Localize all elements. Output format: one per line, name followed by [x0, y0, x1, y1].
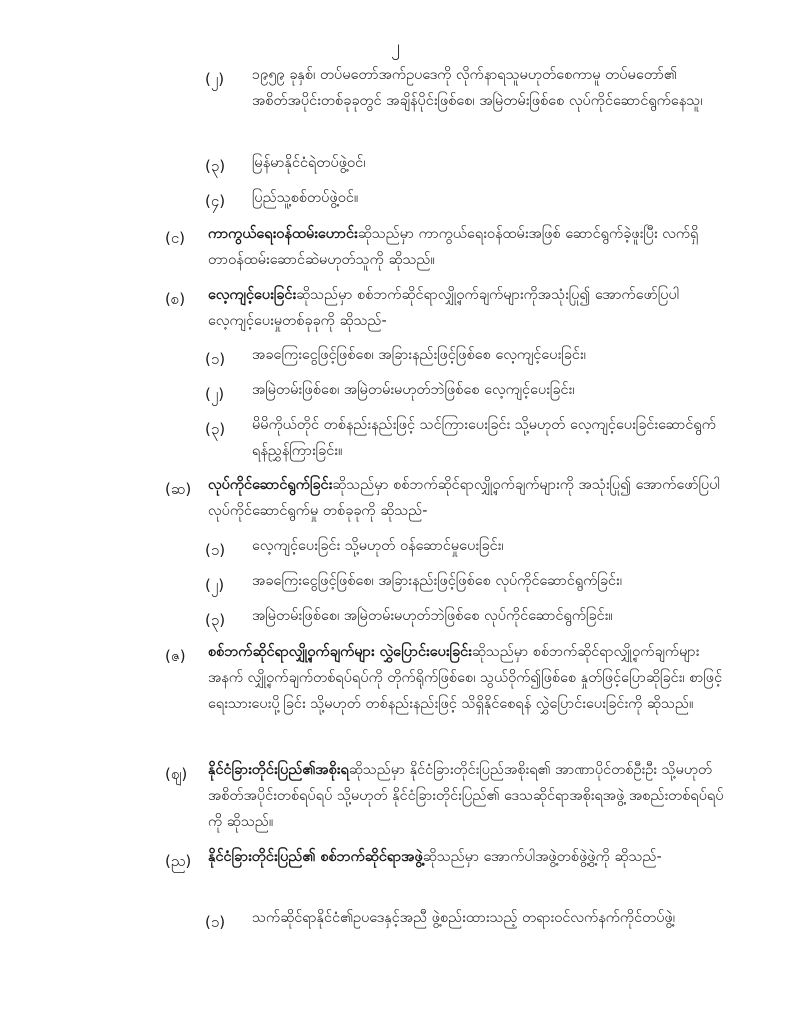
- defined-term: လုပ်ကိုင်ဆောင်ရွက်ခြင်း: [208, 477, 333, 493]
- clause-text: [208, 472, 726, 524]
- definition-text: ဆိုသည်မှာ အောက်ပါအဖွဲ့တစ်ဖွဲ့ဖွဲ့ကို ဆိုသည်-: [422, 849, 662, 865]
- clause-label: (၃): [205, 611, 226, 629]
- clause-label: (၄): [205, 192, 226, 210]
- page-number: ၂: [391, 36, 400, 57]
- defined-term: နိုင်ငံခြားတိုင်းပြည်၏ စစ်ဘက်ဆိုင်ရာအဖွဲ့: [208, 849, 423, 865]
- clause-label: (ဆ): [165, 480, 192, 498]
- clause-text: [208, 757, 726, 835]
- clause-label: (၂): [205, 70, 225, 88]
- definition-text: ဆိုသည်မှာ နိုင်ငံခြားတိုင်းပြည်အစိုးရ၏ အာဏာပိုင်တစ်ဦးဦး သို့မဟုတ် အစိတ်အပိုင်းတစ်ရပ်ရပ် သို့မဟုတ် နိုင်ငံခြားတိုင်းပြည်၏ ဒေသဆိုင်ရာအစိုးရအဖွဲ့ အစည်းတစ်ရပ်ရပ်ကို ဆိုသည်။: [208, 762, 724, 830]
- clause-label: (၁): [205, 541, 226, 559]
- clause-text: အခကြေးငွေဖြင့်ဖြစ်စေ၊ အခြားနည်းဖြင့်ဖြစ်စေ လေ့ကျင့်ပေးခြင်း၊: [252, 347, 586, 363]
- clause-label: (၁): [205, 350, 226, 368]
- clause-text: ၁၉၅၉ ခုနှစ်၊ တပ်မတော်အက်ဥပဒေကို လိုက်နာရသူမဟုတ်စေကာမူ တပ်မတော်၏ အစိတ်အပိုင်းတစ်ခုခုတွင် အချိန်ပိုင်းဖြစ်စေ၊ အမြဲတမ်းဖြစ်စေ လုပ်ကိုင်ဆောင်ရွက်နေသူ၊: [252, 67, 703, 109]
- clause-text: အမြဲတမ်းဖြစ်စေ၊ အမြဲတမ်းမဟုတ်ဘဲဖြစ်စေ လေ့ကျင့်ပေးခြင်း၊: [252, 382, 575, 398]
- clause-label: (၂): [205, 385, 225, 403]
- definition-text: ဆိုသည်မှာ စစ်ဘက်ဆိုင်ရာလျှို့ဝှက်ချက်များကိုအသုံးပြု၍ အောက်ဖော်ပြပါ လေ့ကျင့်ပေးမှုတစ်ခုခုကို ဆိုသည်-: [208, 287, 680, 329]
- defined-term: နိုင်ငံခြားတိုင်းပြည်၏အစိုးရ: [208, 762, 349, 778]
- clause-text: [208, 844, 726, 870]
- clause-label: (၁): [205, 913, 226, 931]
- clause-label: (၃): [205, 420, 226, 438]
- clause-text: [208, 282, 726, 334]
- clause-label: (၃): [205, 157, 226, 175]
- clause-text: မိမိကိုယ်တိုင် တစ်နည်းနည်းဖြင့် သင်ကြားပေးခြင်း သို့မဟုတ် လေ့ကျင့်ပေးခြင်းဆောင်ရွက်ရန်ညွှန်ကြားခြင်း။: [252, 417, 716, 459]
- defined-term: စစ်ဘက်ဆိုင်ရာလျှို့ဝှက်ချက်များ လွှဲပြောင်းပေးခြင်း: [208, 644, 472, 660]
- clause-text: ပြည်သူ့စစ်တပ်ဖွဲ့ဝင်။: [252, 190, 359, 206]
- definition-text: ဆိုသည်မှာ ကာကွယ်ရေးဝန်ထမ်းအဖြစ် ဆောင်ရွက်ခဲ့ဖူးပြီး လက်ရှိတာဝန်ထမ်းဆောင်ဆဲမဟုတ်သူကို ဆိုသည်။: [208, 226, 699, 268]
- clause-text: မြန်မာနိုင်ငံရဲတပ်ဖွဲ့ဝင်၊: [252, 155, 366, 171]
- clause-text: [208, 221, 726, 273]
- clause-text: အမြဲတမ်းဖြစ်စေ၊ အမြဲတမ်းမဟုတ်ဘဲဖြစ်စေ လုပ်ကိုင်ဆောင်ရွက်ခြင်း။: [252, 608, 613, 624]
- clause-label: (ဇ): [165, 647, 186, 665]
- definition-text: ဆိုသည်မှာ စစ်ဘက်ဆိုင်ရာလျှို့ဝှက်ချက်များကို အသုံးပြု၍ အောက်ဖော်ပြပါလုပ်ကိုင်ဆောင်ရွက်မှု တစ်ခုခုကို ဆိုသည်-: [208, 477, 721, 519]
- clause-text: သက်ဆိုင်ရာနိုင်ငံ၏ဥပဒေနှင့်အညီ ဖွဲ့စည်းထားသည့် တရားဝင်လက်နက်ကိုင်တပ်ဖွဲ့၊: [252, 910, 676, 926]
- clause-text: လေ့ကျင့်ပေးခြင်း သို့မဟုတ် ဝန်ဆောင်မှုပေးခြင်း၊: [252, 538, 504, 554]
- definition-text: ဆိုသည်မှာ စစ်ဘက်ဆိုင်ရာလျှို့ဝှက်ချက်များအနက် လျှို့ဝှက်ချက်တစ်ရပ်ရပ်ကို တိုက်ရိုက်ဖြစ်စေ၊ သွယ်ဝိုက်၍ဖြစ်စေ နှုတ်ဖြင့်ပြောဆိုခြင်း၊ စာဖြင့်ရေးသားပေးပို့ခြင်း သို့မဟုတ် တစ်နည်းနည်းဖြင့် သိရှိနိုင်စေရန် လွှဲပြောင်းပေးခြင်းကို ဆိုသည်။: [208, 644, 723, 712]
- clause-label: (ည): [165, 852, 192, 870]
- defined-term: ကာကွယ်ရေးဝန်ထမ်းဟောင်း: [208, 226, 358, 242]
- clause-text: [208, 639, 726, 717]
- clause-label: (င): [165, 229, 186, 247]
- clause-label: (ဈ): [165, 765, 188, 783]
- clause-label: (၂): [205, 576, 225, 594]
- clause-text: အခကြေးငွေဖြင့်ဖြစ်စေ၊ အခြားနည်းဖြင့်ဖြစ်စေ လုပ်ကိုင်ဆောင်ရွက်ခြင်း၊: [252, 573, 622, 589]
- defined-term: လေ့ကျင့်ပေးခြင်း: [208, 287, 297, 303]
- clause-label: (စ): [165, 290, 186, 308]
